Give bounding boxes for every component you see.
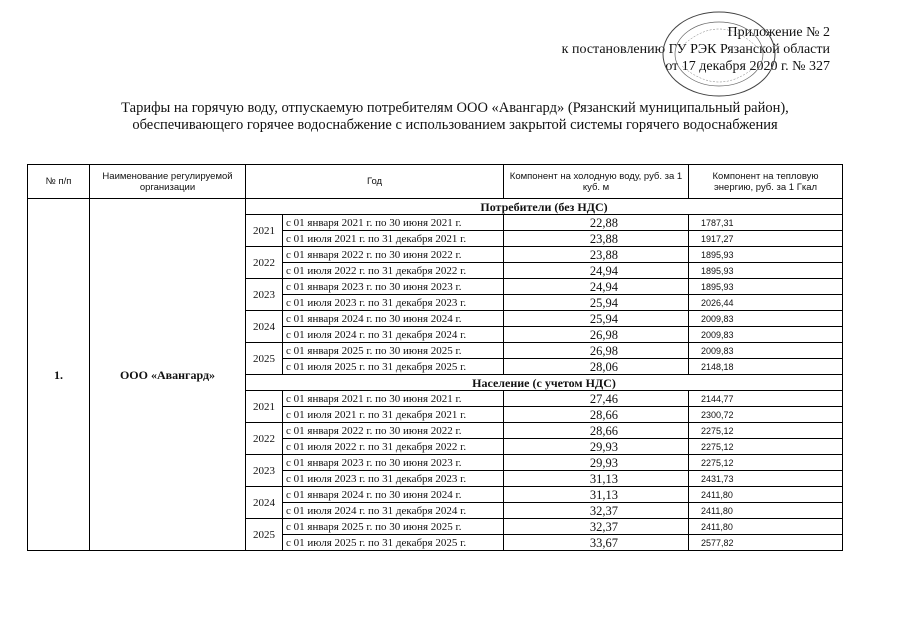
- section-title: Население (с учетом НДС): [246, 375, 843, 391]
- period-cell: с 01 января 2022 г. по 30 июня 2022 г.: [283, 423, 504, 439]
- heat-energy-value: 2411,80: [689, 487, 843, 503]
- official-seal-stamp: [660, 8, 778, 100]
- heat-energy-value: 2577,82: [689, 535, 843, 551]
- cold-water-value: 33,67: [504, 535, 689, 551]
- section-title: Потребители (без НДС): [246, 199, 843, 215]
- tariffs-table: [27, 164, 843, 551]
- heat-energy-value: 2275,12: [689, 439, 843, 455]
- header-org: Наименование регулируемой организации: [90, 165, 246, 199]
- cold-water-value: 31,13: [504, 487, 689, 503]
- year-cell: 2022: [246, 247, 283, 279]
- cold-water-value: 26,98: [504, 327, 689, 343]
- cold-water-value: 31,13: [504, 471, 689, 487]
- cold-water-value: 29,93: [504, 439, 689, 455]
- section-row: [28, 199, 843, 215]
- heat-energy-value: 2411,80: [689, 519, 843, 535]
- period-cell: с 01 июля 2021 г. по 31 декабря 2021 г.: [283, 407, 504, 423]
- cold-water-value: 32,37: [504, 519, 689, 535]
- period-cell: с 01 июля 2023 г. по 31 декабря 2023 г.: [283, 295, 504, 311]
- title-line-2: обеспечивающего горячее водоснабжение с использованием закрытой системы горячего водоснабжения: [132, 117, 778, 133]
- year-cell: 2021: [246, 391, 283, 423]
- header-cold: Компонент на холодную воду, руб. за 1 куб. м: [504, 165, 689, 199]
- cold-water-value: 32,37: [504, 503, 689, 519]
- header-heat: Компонент на тепловую энергию, руб. за 1 Гкал: [689, 165, 843, 199]
- period-cell: с 01 июля 2024 г. по 31 декабря 2024 г.: [283, 503, 504, 519]
- organization-name: ООО «Авангард»: [90, 199, 246, 551]
- heat-energy-value: 2300,72: [689, 407, 843, 423]
- year-cell: 2022: [246, 423, 283, 455]
- period-cell: с 01 июля 2022 г. по 31 декабря 2022 г.: [283, 439, 504, 455]
- heat-energy-value: 2411,80: [689, 503, 843, 519]
- cold-water-value: 26,98: [504, 343, 689, 359]
- cold-water-value: 23,88: [504, 231, 689, 247]
- heat-energy-value: 2026,44: [689, 295, 843, 311]
- appendix-line-1: Приложение № 2: [727, 25, 830, 40]
- year-cell: 2023: [246, 279, 283, 311]
- heat-energy-value: 2148,18: [689, 359, 843, 375]
- heat-energy-value: 1787,31: [689, 215, 843, 231]
- row-number: 1.: [28, 199, 90, 551]
- cold-water-value: 24,94: [504, 263, 689, 279]
- year-cell: 2021: [246, 215, 283, 247]
- cold-water-value: 29,93: [504, 455, 689, 471]
- year-cell: 2025: [246, 343, 283, 375]
- cold-water-value: 24,94: [504, 279, 689, 295]
- header-num: № п/п: [28, 165, 90, 199]
- heat-energy-value: 2009,83: [689, 327, 843, 343]
- year-cell: 2024: [246, 311, 283, 343]
- cold-water-value: 27,46: [504, 391, 689, 407]
- period-cell: с 01 января 2022 г. по 30 июня 2022 г.: [283, 247, 504, 263]
- document-title: [60, 100, 850, 134]
- heat-energy-value: 2009,83: [689, 311, 843, 327]
- appendix-line-3: от 17 декабря 2020 г. № 327: [665, 59, 830, 74]
- cold-water-value: 28,06: [504, 359, 689, 375]
- heat-energy-value: 2144,77: [689, 391, 843, 407]
- period-cell: с 01 июля 2022 г. по 31 декабря 2022 г.: [283, 263, 504, 279]
- heat-energy-value: 1895,93: [689, 247, 843, 263]
- heat-energy-value: 1895,93: [689, 279, 843, 295]
- period-cell: с 01 января 2025 г. по 30 июня 2025 г.: [283, 519, 504, 535]
- cold-water-value: 22,88: [504, 215, 689, 231]
- heat-energy-value: 2275,12: [689, 423, 843, 439]
- heat-energy-value: 2009,83: [689, 343, 843, 359]
- period-cell: с 01 января 2024 г. по 30 июня 2024 г.: [283, 487, 504, 503]
- cold-water-value: 28,66: [504, 407, 689, 423]
- period-cell: с 01 января 2024 г. по 30 июня 2024 г.: [283, 311, 504, 327]
- heat-energy-value: 2431,73: [689, 471, 843, 487]
- period-cell: с 01 июля 2023 г. по 31 декабря 2023 г.: [283, 471, 504, 487]
- period-cell: с 01 января 2021 г. по 30 июня 2021 г.: [283, 215, 504, 231]
- period-cell: с 01 июля 2025 г. по 31 декабря 2025 г.: [283, 359, 504, 375]
- period-cell: с 01 января 2023 г. по 30 июня 2023 г.: [283, 279, 504, 295]
- year-cell: 2023: [246, 455, 283, 487]
- title-line-1: Тарифы на горячую воду, отпускаемую потребителям ООО «Авангард» (Рязанский муниципальный район),: [121, 100, 789, 116]
- heat-energy-value: 2275,12: [689, 455, 843, 471]
- period-cell: с 01 января 2021 г. по 30 июня 2021 г.: [283, 391, 504, 407]
- cold-water-value: 25,94: [504, 311, 689, 327]
- year-cell: 2025: [246, 519, 283, 551]
- period-cell: с 01 июля 2025 г. по 31 декабря 2025 г.: [283, 535, 504, 551]
- period-cell: с 01 января 2025 г. по 30 июня 2025 г.: [283, 343, 504, 359]
- table-header-row: [28, 165, 843, 199]
- header-year: Год: [246, 165, 504, 199]
- cold-water-value: 28,66: [504, 423, 689, 439]
- heat-energy-value: 1917,27: [689, 231, 843, 247]
- heat-energy-value: 1895,93: [689, 263, 843, 279]
- period-cell: с 01 января 2023 г. по 30 июня 2023 г.: [283, 455, 504, 471]
- year-cell: 2024: [246, 487, 283, 519]
- cold-water-value: 25,94: [504, 295, 689, 311]
- period-cell: с 01 июля 2024 г. по 31 декабря 2024 г.: [283, 327, 504, 343]
- period-cell: с 01 июля 2021 г. по 31 декабря 2021 г.: [283, 231, 504, 247]
- appendix-line-2: к постановлению ГУ РЭК Рязанской области: [561, 42, 830, 57]
- cold-water-value: 23,88: [504, 247, 689, 263]
